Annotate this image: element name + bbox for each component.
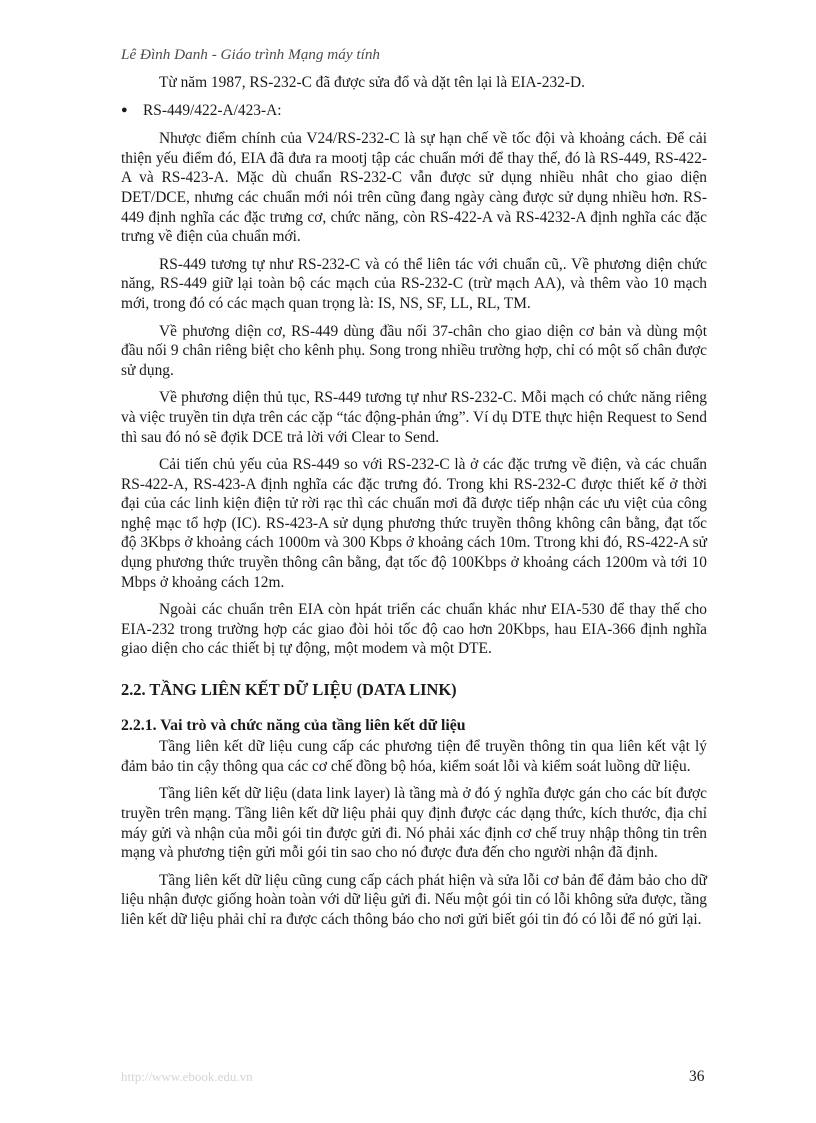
- running-header: Lê Đình Danh - Giáo trình Mạng máy tính: [121, 46, 381, 63]
- paragraph-rs449-procedural: Về phương diện thủ tục, RS-449 tương tự như RS-232-C. Mỗi mạch có chức năng riêng và việc truyền tin dựa trên các cặp “tác động-phản ứng”. Ví dụ DTE thực hiện Request to Send thì sau đó nó sẽ đợik DCE trả lời với Clear to Send.: [121, 389, 707, 446]
- bullet-icon: ●: [121, 103, 128, 116]
- paragraph-rs449-functional: RS-449 tương tự như RS-232-C và có thể liên tác với chuẩn cũ,. Về phương diện chức năng, RS-449 giữ lại toàn bộ các mạch của RS-232-C (trừ mạch AA), và thêm vào 10 mạch mới, trong đó có các mạch quan trọng là: IS, NS, SF, LL, RL, TM.: [121, 255, 707, 312]
- bullet-label: RS-449/422-A/423-A:: [143, 101, 282, 119]
- page-number: 36: [689, 1068, 705, 1085]
- paragraph-eia-232-d: Từ năm 1987, RS-232-C đã được sửa đổ và dặt tên lại là EIA-232-D.: [159, 74, 585, 91]
- paragraph-rs449-mechanical: Về phương diện cơ, RS-449 dùng đầu nối 37-chân cho giao diện cơ bản và dùng một đầu nối 9 chân riêng biệt cho kênh phụ. Song trong nhiều trường hợp, chỉ có một số chân được sử dụng.: [121, 322, 707, 379]
- paragraph-rs449-electrical: Cải tiến chủ yếu của RS-449 so với RS-232-C là ở các đặc trưng về điện, và các chuẩn RS-422-A, RS-423-A định nghĩa các đặc trưng đó. Trong khi RS-232-C được thiết kế ở thời đại của các linh kiện điện tử rời rạc thì các chuẩn mơi đã được tiếp nhận các ưu việt của công nghệ mạc tổ hợp (IC). RS-423-A sử dụng phương thức truyền thông không cân bằng, đạt tốc độ 3Kbps ở khoảng cách 1000m và 300 Kbps ở khoảng cách 10m. Ttrong khi đó, RS-422-A sử dụng phương thức truyền thông cân bằng, đạt tốc độ 100Kbps ở khoảng cách 1200m và tới 10 Mbps ở khoảng cách 12m.: [121, 456, 707, 591]
- paragraph-rs449-intro: Nhược điểm chính của V24/RS-232-C là sự hạn chế về tốc đội và khoảng cách. Để cải thiện yếu điểm đó, EIA đã đưa ra mootj tập các chuẩn mới để thay thế, đó là RS-449, RS-422-A và RS-423-A. Mặc dù chuẩn RS-232-C vẫn được sử dụng nhiều nhât cho giao diện DET/DCE, nhưng các chuẩn mới nói trên cũng đang ngày càng được sử dụng nhiều hơn. RS-449 định nghĩa các đặc trưng cơ, chức năng, còn RS-422-A và RS-4232-A định nghĩa các đặc trưng về điện của chuẩn mới.: [121, 130, 707, 246]
- page-body: [121, 73, 707, 938]
- paragraph-other-standards: Ngoài các chuẩn trên EIA còn hpát triển các chuẩn khác như EIA-530 để thay thế cho EIA-232 trong trường hợp các giao đòi hỏi tốc độ cao hơn 20Kbps, hau EIA-366 định nghĩa giao diện cho các thiết bị tự động, một modem và một DTE.: [121, 601, 707, 658]
- subsection-heading: 2.2.1. Vai trò và chức năng của tầng liên kết dữ liệu: [121, 716, 466, 734]
- paragraph-datalink-errors: Tầng liên kết dữ liệu cũng cung cấp cách phát hiện và sửa lỗi cơ bản để đảm bảo cho dữ liệu nhận được giống hoàn toàn với dữ liệu gửi đi. Nếu một gói tin có lỗi không sửa được, tầng liên kết dữ liệu phải chỉ ra được cách thông báo cho nơi gửi biết gói tin đó có lỗi để nó gửi lại.: [121, 871, 707, 928]
- paragraph-datalink-layer: Tầng liên kết dữ liệu (data link layer) là tầng mà ở đó ý nghĩa được gán cho các bít được truyền trên mạng. Tầng liên kết dữ liệu phải quy định được các dạng thức, kích thước, địa chỉ máy gửi và nhận của mỗi gói tin được gửi đi. Nó phải xác định cơ chế truy nhập thông tin trên mạng và phương tiện gửi mỗi gói tin sao cho nó được đưa đến cho người nhận đã định.: [121, 785, 707, 862]
- footer-url-watermark: http://www.ebook.edu.vn: [121, 1069, 253, 1084]
- section-heading: 2.2. TẦNG LIÊN KẾT DỮ LIỆU (DATA LINK): [121, 680, 457, 700]
- bullet-item: [121, 101, 707, 121]
- paragraph-datalink-purpose: Tầng liên kết dữ liệu cung cấp các phương tiện để truyền thông tin qua liên kết vật lý đảm bảo tin cậy thông qua các cơ chế đồng bộ hóa, kiểm soát lỗi và kiểm soát luồng dữ liệu.: [121, 738, 707, 775]
